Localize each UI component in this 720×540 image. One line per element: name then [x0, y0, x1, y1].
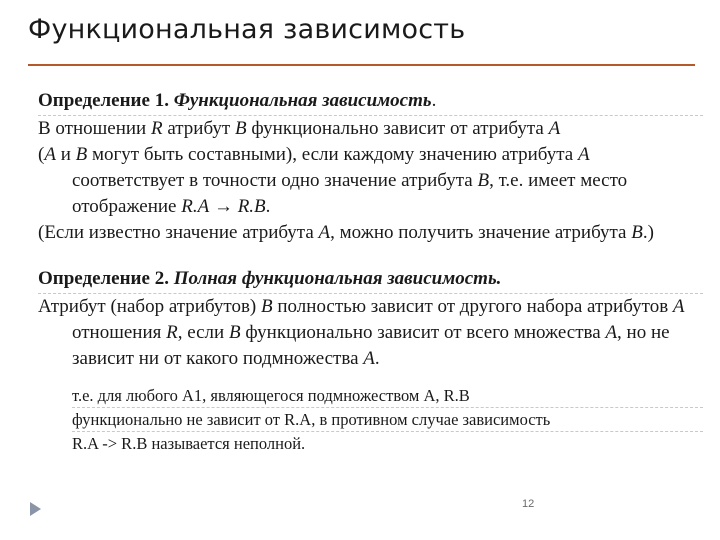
- text: функционально зависит от всего множества: [240, 322, 606, 343]
- text: атрибут: [162, 118, 235, 139]
- note: [38, 384, 703, 455]
- note-line: R.A -> R.B называется неполной.: [72, 434, 306, 453]
- text: Атрибут (набор атрибутов): [38, 296, 262, 317]
- spacer: [38, 372, 703, 384]
- next-slide-arrow-icon[interactable]: [30, 502, 41, 516]
- text: функционально зависит от атрибута: [246, 118, 549, 139]
- var-a: A: [44, 144, 56, 165]
- var-a: A: [605, 322, 618, 343]
- definition-2-label: Определение 2.: [38, 268, 169, 289]
- mapping-arrow-icon: →: [209, 196, 238, 217]
- text: соответствует в точности одно значение атрибута: [72, 170, 478, 191]
- var-b: B: [477, 170, 490, 191]
- note-line: т.е. для любого A1, являющегося подмножеством A, R.B: [72, 384, 703, 408]
- definition-1-line: [38, 116, 703, 142]
- text: В отношении: [38, 118, 151, 139]
- definition-2-heading: [38, 266, 703, 294]
- definition-1-name: Функциональная зависимость: [173, 90, 432, 111]
- var-a: A: [672, 296, 685, 317]
- mapping-right: R.B: [237, 196, 266, 217]
- text: (Если известно значение атрибута: [38, 222, 319, 243]
- var-b: B: [228, 322, 241, 343]
- definition-2-paragraph: [38, 294, 703, 372]
- var-a: A: [318, 222, 331, 243]
- var-a: A: [363, 348, 375, 369]
- text: (: [38, 144, 45, 165]
- definition-1-label: Определение 1.: [38, 90, 169, 111]
- text: могут быть составными), если каждому значению атрибута: [87, 144, 578, 165]
- mapping-left: R.A: [181, 196, 210, 217]
- text: , но не зависит ни от какого подмножества: [72, 322, 670, 369]
- var-r: R: [150, 118, 163, 139]
- var-b: B: [234, 118, 247, 139]
- page-number: 12: [522, 498, 535, 510]
- slide-title: Функциональная зависимость: [28, 14, 466, 45]
- text: и: [55, 144, 76, 165]
- var-b: B: [261, 296, 273, 317]
- text: .: [374, 348, 380, 369]
- var-r: R: [166, 322, 178, 343]
- definition-1-name-end: .: [431, 90, 437, 111]
- text: , можно получить значение атрибута: [330, 222, 632, 243]
- text: отношения: [72, 322, 167, 343]
- text: .: [265, 196, 271, 217]
- var-a: A: [548, 118, 561, 139]
- text: .): [642, 222, 654, 243]
- note-line: функционально не зависит от R.A, в противном случае зависимость: [72, 408, 703, 432]
- var-b: B: [631, 222, 643, 243]
- text: , т.е. имеет место отображение: [72, 170, 628, 217]
- title-rule: [28, 64, 695, 66]
- slide-body: [38, 88, 703, 455]
- text: , если: [177, 322, 229, 343]
- text: полностью зависит от другого набора атрибутов: [272, 296, 673, 317]
- definition-1-remark: [38, 220, 703, 246]
- definition-2-name: Полная функциональная зависимость.: [173, 268, 502, 289]
- definition-1-paragraph: [38, 142, 703, 220]
- var-b: B: [75, 144, 88, 165]
- var-a: A: [577, 144, 590, 165]
- spacer: [38, 246, 703, 266]
- definition-1-heading: [38, 88, 703, 116]
